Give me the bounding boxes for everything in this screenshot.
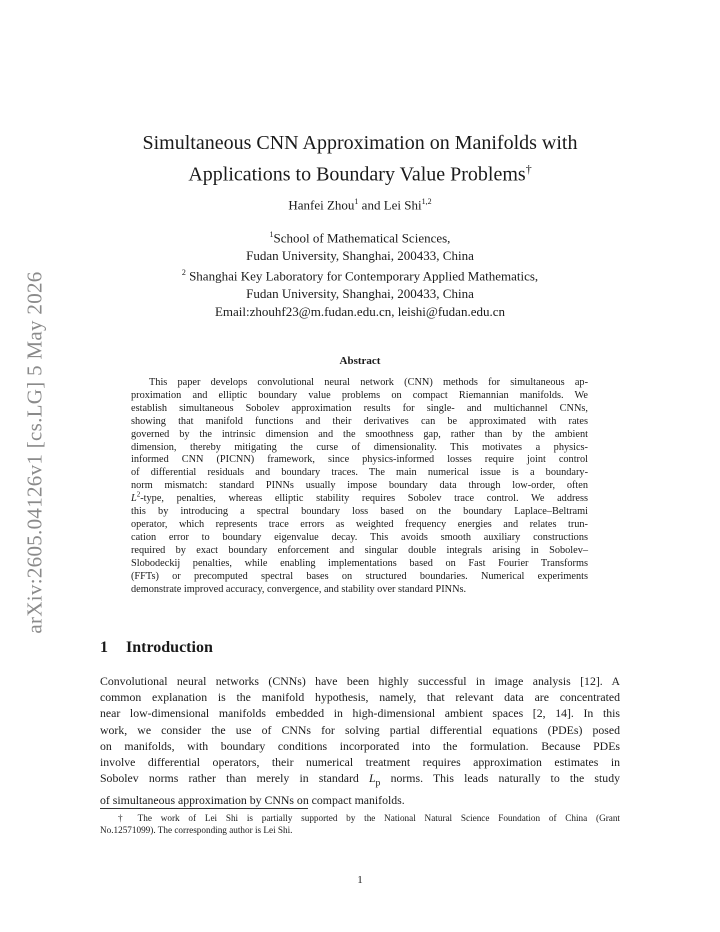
arxiv-identifier-stamp bbox=[20, 262, 50, 642]
intro-line: near low-dimensional manifolds embedded in high-dimensional ambient spaces [2, 14]. In this bbox=[100, 706, 620, 721]
abstract-line: of differential residuals and boundary traces. The main numerical issue is a boundary- bbox=[131, 467, 588, 479]
intro-line: work, we consider the use of CNNs for solving partial differential equations (PDEs) posed bbox=[100, 722, 620, 737]
l2-symbol: L bbox=[131, 493, 137, 505]
abstract-line: demonstrate improved accuracy, convergence, and stability over standard PINNs. bbox=[131, 583, 467, 595]
section-title: Introduction bbox=[126, 639, 213, 656]
abstract-line: this by introducing a spectral boundary loss based on the boundary Laplace–Beltrami bbox=[131, 506, 588, 518]
footnote-line-1: † The work of Lei Shi is partially supported by the National Natural Science Foundation of China (Grant bbox=[118, 813, 620, 823]
l2-superscript: 2 bbox=[136, 490, 141, 499]
intro-line: of simultaneous approximation by CNNs on compact manifolds. bbox=[100, 792, 405, 807]
abstract-line: governed by the intrinsic dimension and the smoothness gap, rather than by the ambient bbox=[131, 428, 588, 440]
affiliation-line-1 bbox=[100, 226, 620, 247]
abstract-line: operator, which represents trace errors as weighted frequency energies and relates trun- bbox=[131, 518, 588, 530]
footnote bbox=[100, 812, 620, 836]
affiliation-2-mark: 2 bbox=[181, 268, 186, 278]
intro-line-lp-tail: norms. This leads naturally to the study bbox=[380, 771, 621, 786]
author-name-1: Hanfei Zhou bbox=[288, 197, 355, 213]
author-list bbox=[100, 197, 620, 213]
abstract-line: This paper develops convolutional neural network (CNN) methods for simultaneous ap- bbox=[149, 377, 588, 388]
abstract-line: required by exact boundary enforcement and singular double integrals arising in Sobolev– bbox=[131, 544, 588, 556]
title-line-2 bbox=[100, 156, 620, 188]
author-name-2: Lei Shi bbox=[383, 197, 422, 213]
affiliation-line-3 bbox=[100, 264, 620, 285]
arxiv-identifier-text: arXiv:2605.04126v1 [cs.LG] 5 May 2026 bbox=[22, 270, 47, 634]
abstract-body bbox=[131, 377, 588, 596]
footnote-line-2: No.12571099). The corresponding author is Lei Shi. bbox=[100, 825, 293, 835]
intro-line: Convolutional neural networks (CNNs) have been highly successful in image analysis [12]. A bbox=[100, 674, 620, 688]
page-number: 1 bbox=[357, 874, 363, 886]
paper-title bbox=[100, 130, 620, 188]
title-line-1: Simultaneous CNN Approximation on Manifolds with bbox=[142, 132, 578, 154]
title-line-2-text: Applications to Boundary Value Problems bbox=[188, 163, 526, 186]
section-heading-introduction bbox=[100, 639, 213, 657]
affiliation-2-lab: Shanghai Key Laboratory for Contemporary Applied Mathematics, bbox=[185, 268, 539, 284]
abstract-line: informed CNN (PICNN) framework, since physics-informed losses require joint control bbox=[131, 454, 588, 466]
author-emails: Email:zhouhf23@m.fudan.edu.cn, leishi@fudan.edu.cn bbox=[214, 303, 505, 319]
intro-line: involve differential operators, their numerical treatment requires approximation estimates in bbox=[100, 755, 620, 770]
abstract-line: cation error to boundary eigenvalue decay. This avoids smooth auxiliary constructions bbox=[131, 531, 588, 543]
affiliations bbox=[100, 226, 620, 320]
lp-subscript: p bbox=[375, 777, 381, 789]
abstract-line: establish simultaneous Sobolev approximation results for single- and multichannel CNNs, bbox=[131, 402, 588, 414]
abstract-line: showing that manifold functions and their derivatives can be approximated with rates bbox=[131, 415, 588, 427]
affiliation-line-2: Fudan University, Shanghai, 200433, China bbox=[246, 247, 474, 263]
abstract-line: dimension, thereby mitigating the curse of dimensionality. This motivates a physics- bbox=[131, 441, 588, 453]
intro-line: common explanation is the manifold hypothesis, namely, that relevant data are concentrated bbox=[100, 690, 620, 705]
footnote-separator bbox=[100, 808, 308, 809]
author-2-affiliation-mark: 1,2 bbox=[421, 197, 432, 206]
abstract-line: proximation and elliptic boundary value problems on compact Riemannian manifolds. We bbox=[131, 389, 588, 401]
abstract-line-l2-text: -type, penalties, whereas elliptic stability requires Sobolev trace control. We address bbox=[140, 493, 588, 505]
abstract-heading: Abstract bbox=[339, 355, 381, 367]
abstract-line: norm mismatch: standard PINNs usually impose boundary data through low-order, often bbox=[131, 480, 588, 492]
introduction-paragraph bbox=[100, 673, 620, 808]
abstract-line: Slobodeckij penalties, while enabling implementations based on Fast Fourier Transforms bbox=[131, 557, 588, 569]
title-dagger-mark: † bbox=[525, 162, 532, 176]
affiliation-line-4: Fudan University, Shanghai, 200433, China bbox=[246, 286, 474, 302]
author-conjunction: and bbox=[358, 197, 384, 213]
affiliation-1-school: School of Mathematical Sciences, bbox=[273, 230, 451, 246]
affiliation-1-mark: 1 bbox=[269, 230, 274, 239]
lp-symbol: L bbox=[368, 771, 376, 786]
intro-line-lp-head: Sobolev norms rather than merely in standard bbox=[100, 771, 369, 786]
section-number: 1 bbox=[100, 639, 108, 656]
abstract-line-l2 bbox=[131, 490, 588, 506]
intro-line-lp bbox=[100, 770, 620, 792]
author-1-affiliation-mark: 1 bbox=[354, 197, 359, 206]
abstract-line: (FFTs) or precomputed spectral bases on structured boundaries. Numerical experiments bbox=[131, 570, 588, 582]
intro-line: on manifolds, with boundary conditions incorporated into the formulation. Because PDEs bbox=[100, 738, 620, 753]
